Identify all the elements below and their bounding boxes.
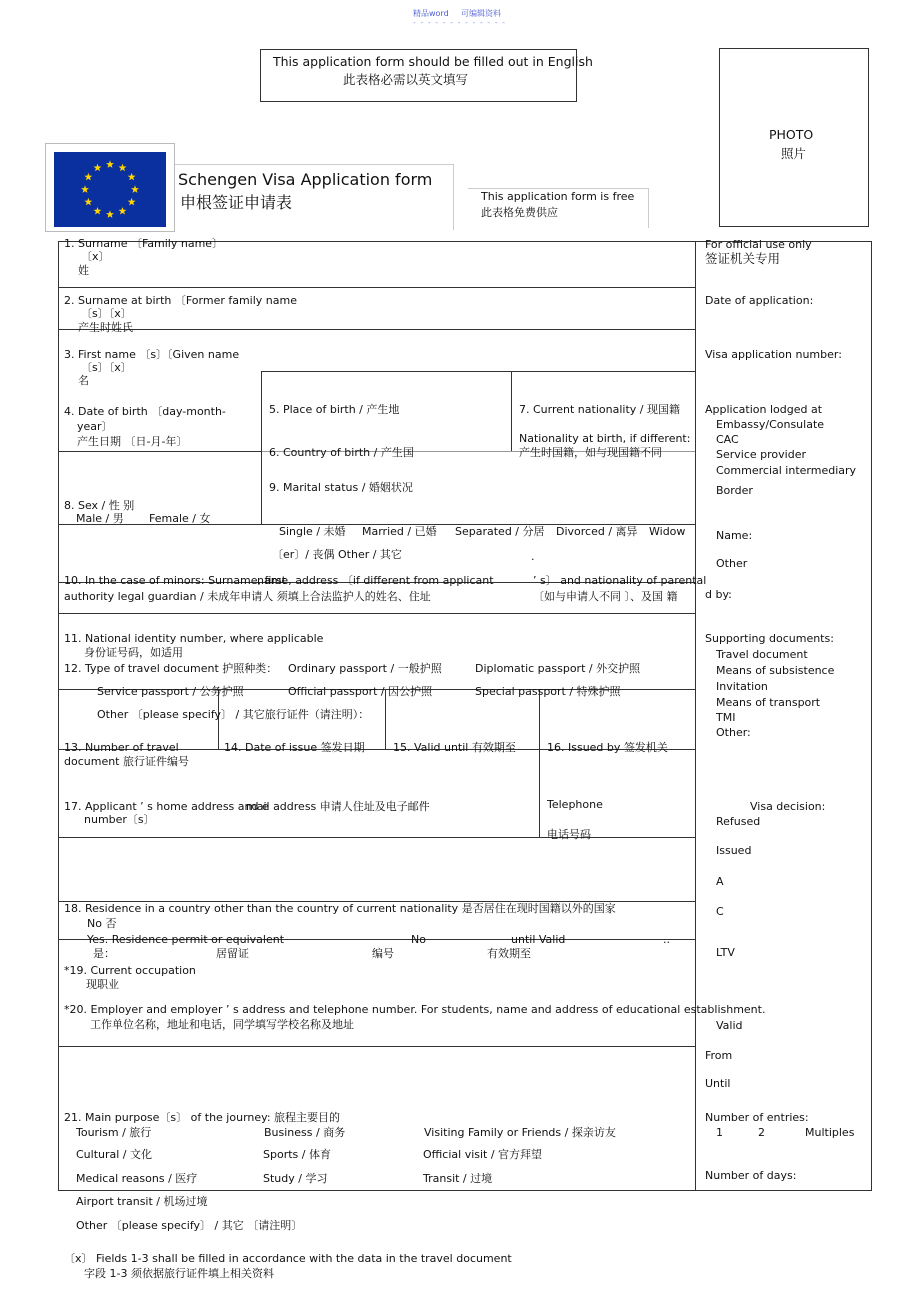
purpose-cultural[interactable]: Cultural / 文化 [76,1148,153,1161]
residence-valid-cn: 有效期至 [487,947,531,960]
support-travel-doc: Travel document [716,648,808,661]
nationality-label: 7. Current nationality / 现国籍 [519,403,680,416]
marital-dot: . [531,550,535,563]
telephone-cn: 电话号码 [547,828,591,841]
passport-service[interactable]: Service passport / 公务护照 [97,685,244,698]
purpose-tourism[interactable]: Tourism / 旅行 [76,1126,152,1139]
issued-by-label: 16. Issued by 签发机关 [547,741,668,754]
home-address-label: 17. Applicant ’ s home address and e [64,800,269,813]
nationality-birth-label: Nationality at birth, if different: [519,432,691,445]
purpose-airport[interactable]: Airport transit / 机场过境 [76,1195,208,1208]
passport-other[interactable]: Other 〔please specify〕 / 其它旅行证件（请注明）： [97,708,370,721]
passport-official[interactable]: Official passport / 因公护照 [288,685,433,698]
occupation-cn: 现职业 [86,978,119,991]
form-title-en: Schengen Visa Application form [178,170,433,189]
residence-number-cn: 编号 [372,947,394,960]
employer-label: *20. Employer and employer ’ s address and telephone number. For students, name and address of educational establishment. [64,1003,766,1016]
guardian-label-a: 10. In the case of minors: Surname, first [64,574,287,587]
notice-cn: 此表格必需以英文填写 [343,72,469,87]
support-transport: Means of transport [716,696,821,709]
employer-cn: 工作单位名称，地址和电话，同学填写学校名称及地址 [90,1018,354,1031]
lodged-border: Border [716,484,753,497]
travel-doc-type-label: 12. Type of travel document 护照种类： [64,662,278,675]
occupation-label: *19. Current occupation [64,964,196,977]
dob-label-2: year〕 [77,420,113,433]
birth-surname-note: 〔s〕〔x〕 [81,307,132,320]
notice-en: This application form should be filled out in English [273,54,593,69]
decision-refused: Refused [716,815,761,828]
decision-ltv: LTV [716,946,735,959]
doc-number-label: 13. Number of travel [64,741,179,754]
number-of-days: Number of days: [705,1169,797,1182]
marital-other[interactable]: Other / 其它 [338,548,402,561]
entries-multiples: Multiples [805,1126,855,1139]
purpose-other[interactable]: Other 〔please specify〕 / 其它 〔请注明〕 [76,1219,303,1232]
place-of-birth-label: 5. Place of birth / 产生地 [269,403,400,416]
sex-label: 8. Sex / 性 别 [64,499,135,512]
decision-until: Until [705,1077,731,1090]
first-name-label: 3. First name 〔s〕〔Given name [64,348,240,361]
purpose-transit[interactable]: Transit / 过境 [423,1172,493,1185]
purpose-official[interactable]: Official visit / 官方拜望 [423,1148,543,1161]
entries-2: 2 [758,1126,765,1139]
country-of-birth-label: 6. Country of birth / 产生国 [269,446,414,459]
marital-widower: 〔er〕/ 丧偶 [272,548,335,561]
visa-application-number: Visa application number: [705,348,842,361]
visa-decision: Visa decision: [750,800,826,813]
purpose-medical[interactable]: Medical reasons / 医疗 [76,1172,198,1185]
decision-valid: Valid [716,1019,743,1032]
lodged-name: Name: [716,529,753,542]
support-invitation: Invitation [716,680,768,693]
guardian-label-c: ’ s〕 and nationality of parental [533,574,707,587]
sex-female[interactable]: Female / 女 [149,512,211,525]
national-id-cn: 身份证号码，如适用 [84,646,183,659]
home-address-label-b: mail address 申请人住址及电子邮件 [246,800,430,813]
passport-special[interactable]: Special passport / 特殊护照 [475,685,621,698]
decision-issued: Issued [716,844,752,857]
birth-surname-label: 2. Surname at birth 〔Former family name [64,294,297,307]
guardian-label-b: name, address 〔if different from applicant [257,574,494,587]
residence-yes[interactable]: Yes. Residence permit or equivalent [87,933,285,946]
nationality-birth-cn: 产生时国籍，如与现国籍不同 [519,446,662,459]
footer-note-cn: 字段 1-3 须依据旅行证件填上相关资料 [84,1267,274,1280]
surname-note: 〔x〕 [81,250,110,263]
guardian-cn-b: 〔如与申请人不同 〕、及国 籍 [533,590,678,603]
purpose-sports[interactable]: Sports / 体育 [263,1148,331,1161]
lodged-provider: Service provider [716,448,806,461]
free-en: This application form is free [481,190,635,203]
residence-yes-cn: 是： [93,947,115,960]
handled-by: d by: [705,588,732,601]
eu-flag-icon [54,152,166,227]
marital-widow[interactable]: Widow [649,525,686,538]
number-of-entries: Number of entries: [705,1111,809,1124]
purpose-label: 21. Main purpose〔s〕 of the journey: 旅程主要目的 [64,1111,341,1124]
lodged-embassy: Embassy/Consulate [716,418,825,431]
residence-no[interactable]: No 否 [87,917,117,930]
header-left: 精品word [413,9,449,18]
issue-date-label: 14. Date of issue 签发日期 [224,741,365,754]
decision-from: From [705,1049,733,1062]
decision-c: C [716,905,724,918]
valid-until-label: 15. Valid until 有效期至 [393,741,516,754]
home-address-number: number〔s〕 [84,813,155,826]
header-right: 可编辑资料 [461,9,501,18]
guardian-cn-a: authority legal guardian / 未成年申请人 须填上合法监护人的姓名、住址 [64,590,431,603]
lodged-at: Application lodged at [705,403,823,416]
photo-cn: 照片 [781,146,807,161]
photo-en: PHOTO [769,127,814,142]
first-name-note: 〔s〕〔x〕 [81,361,132,374]
form-title-cn: 申根签证申请表 [180,193,293,212]
residence-dots: .. [663,933,670,946]
residence-permit-no: No [411,933,426,946]
lodged-cac: CAC [716,433,739,446]
header-dash: - - - - - - - - - - - - - [413,18,507,27]
lodged-other: Other [716,557,748,570]
purpose-family[interactable]: Visiting Family or Friends / 探亲访友 [424,1126,616,1139]
free-cn: 此表格免费供应 [481,206,558,219]
marital-married[interactable]: Married / 已婚 [362,525,437,538]
support-subsistence: Means of subsistence [716,664,835,677]
support-other: Other: [716,726,751,739]
support-tmi: TMI [716,711,736,724]
official-use-en: For official use only [705,238,812,251]
surname-label: 1. Surname 〔Family name〕 [64,237,224,250]
residence-label: 18. Residence in a country other than the country of current nationality 是否居住在现时国籍以外的国家 [64,902,616,915]
sex-male[interactable]: Male / 男 [76,512,124,525]
marital-separated[interactable]: Separated / 分居 [455,525,545,538]
official-use-cn: 签证机关专用 [705,251,781,266]
purpose-business[interactable]: Business / 商务 [264,1126,346,1139]
doc-number-label-2: document 旅行证件编号 [64,755,189,768]
telephone-label: Telephone [547,798,603,811]
decision-a: A [716,875,724,888]
date-of-application: Date of application: [705,294,814,307]
first-name-cn: 名 [78,374,89,387]
lodged-commercial: Commercial intermediary [716,464,857,477]
passport-diplomatic[interactable]: Diplomatic passport / 外交护照 [475,662,641,675]
purpose-study[interactable]: Study / 学习 [263,1172,328,1185]
dob-cn: 产生日期 〔日-月-年〕 [77,435,188,448]
residence-permit-cn: 居留证 [216,947,249,960]
marital-status-label: 9. Marital status / 婚姻状况 [269,481,413,494]
passport-ordinary[interactable]: Ordinary passport / 一般护照 [288,662,442,675]
entries-1: 1 [716,1126,723,1139]
birth-surname-cn: 产生时姓氏 [78,321,133,334]
dob-label: 4. Date of birth 〔day-month- [64,405,226,418]
national-id-label: 11. National identity number, where applicable [64,632,324,645]
surname-cn: 姓 [78,264,89,277]
marital-single[interactable]: Single / 未婚 [279,525,346,538]
marital-divorced[interactable]: Divorced / 离异 [556,525,638,538]
supporting-documents: Supporting documents: [705,632,834,645]
footer-note: 〔x〕 Fields 1-3 shall be filled in accordance with the data in the travel document [64,1252,512,1265]
residence-valid: until Valid [511,933,566,946]
